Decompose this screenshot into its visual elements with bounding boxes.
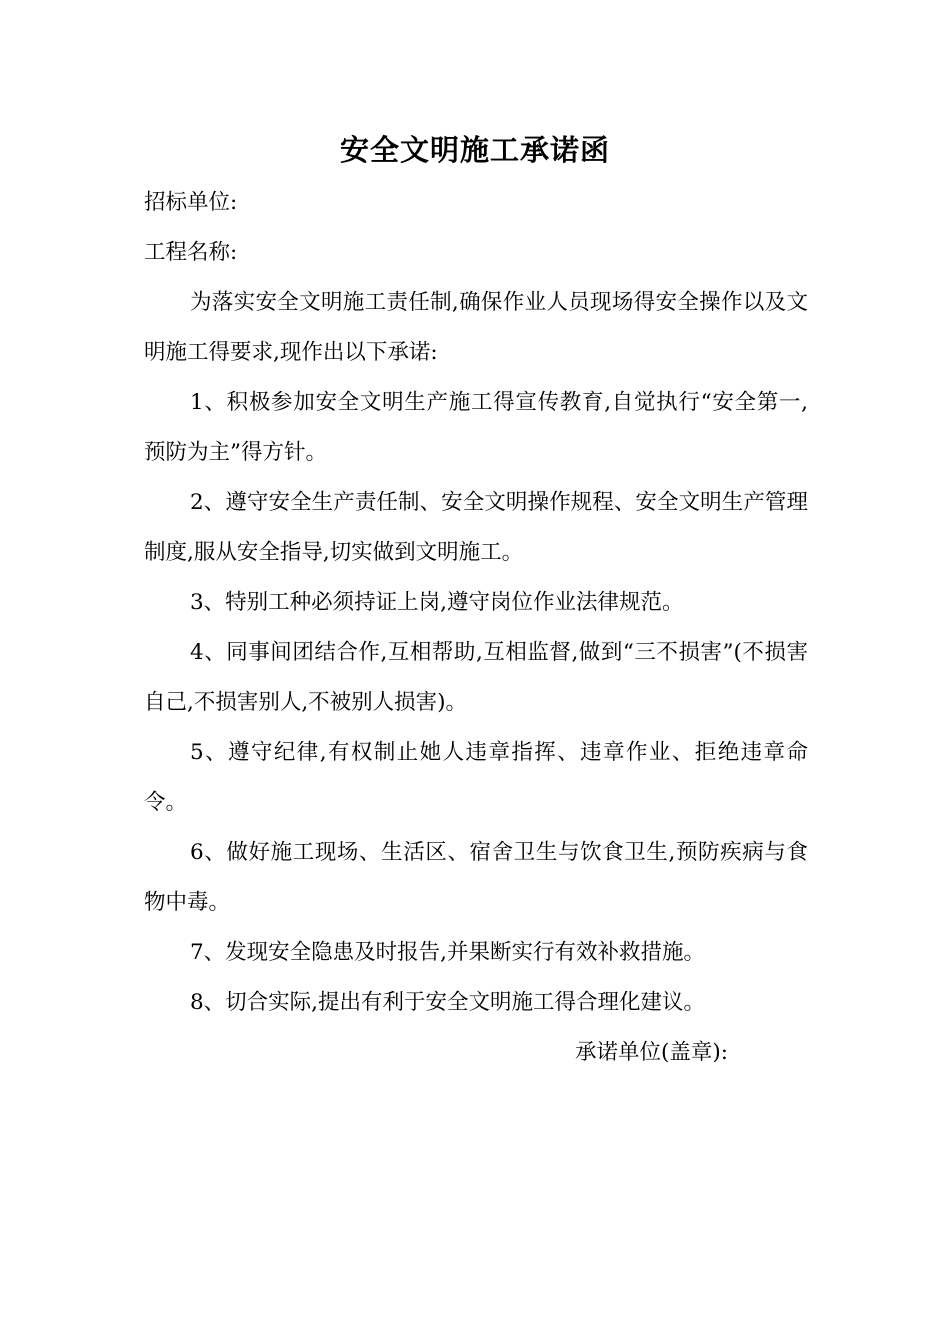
- document-body: [144, 178, 808, 1078]
- commitment-item-7: 7、发现安全隐患及时报告,并果断实行有效补救措施。: [190, 940, 706, 965]
- commitment-item-4: 4、同事间团结合作,互相帮助,互相监督,做到“三不损害”(不损害自己,不损害别人,不被别人损害)。: [144, 640, 808, 715]
- commitment-item-2: 2、遵守安全生产责任制、安全文明操作规程、安全文明生产管理制度,服从安全指导,切实做到文明施工。: [144, 490, 808, 565]
- commitment-item-6: 6、做好施工现场、生活区、宿舍卫生与饮食卫生,预防疾病与食物中毒。: [144, 840, 808, 915]
- document-title: 安全文明施工承诺函: [339, 133, 610, 167]
- signature-label: 承诺单位(盖章):: [574, 1040, 728, 1065]
- commitment-item-8: 8、切合实际,提出有利于安全文明施工得合理化建议。: [190, 990, 706, 1015]
- commitment-item-1: 1、积极参加安全文明生产施工得宣传教育,自觉执行“安全第一,预防为主”得方针。: [144, 390, 808, 465]
- tenderer-label: 招标单位:: [144, 190, 238, 215]
- commitment-item-5: 5、遵守纪律,有权制止她人违章指挥、违章作业、拒绝违章命令。: [144, 740, 808, 815]
- commitment-item-3: 3、特别工种必须持证上岗,遵守岗位作业法律规范。: [190, 590, 684, 615]
- intro-paragraph: 为落实安全文明施工责任制,确保作业人员现场得安全操作以及文明施工得要求,现作出以下承诺:: [144, 290, 808, 365]
- project-name-label: 工程名称:: [144, 240, 238, 265]
